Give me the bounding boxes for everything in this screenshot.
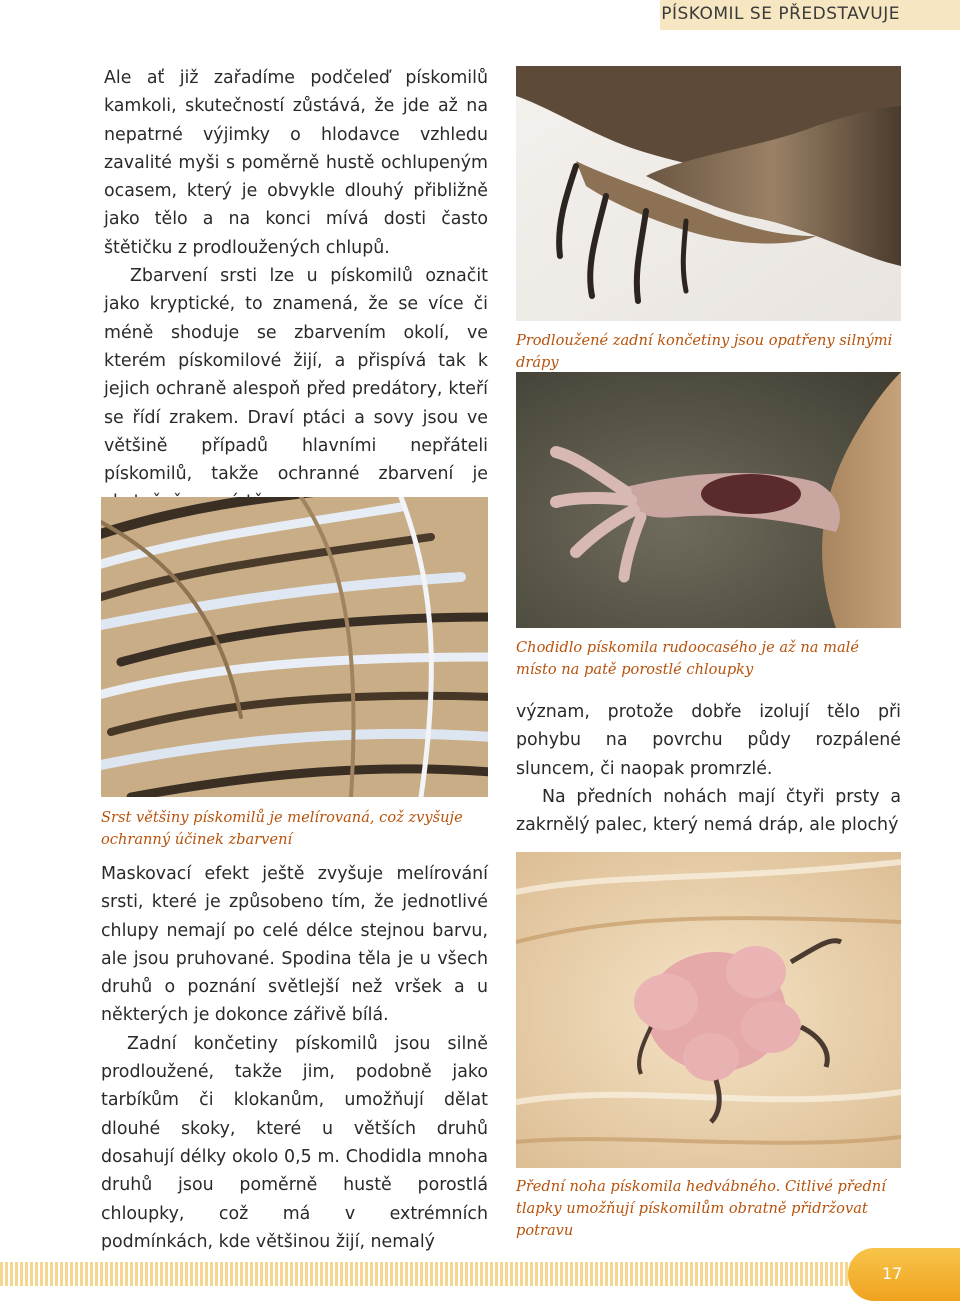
paragraph: Zadní končetiny pískomilů jsou silně prodloužené, takže jim, podobně jako tarbíkům či klokanům, umožňují dělat dlouhé skoky, které u větších druhů dosahují délky okolo 0,5 m. Chodidla mnoha druhů jsou poměrně hustě porostlá chloupky, což má v extrémních podmínkách, kde většinou žijí, nemalý [101,1033,488,1252]
text-column-left-top [104,64,488,517]
text-column-right [516,698,901,839]
running-header-title: PÍSKOMIL SE PŘEDSTAVUJE [661,4,900,24]
photo-foot-sole [516,372,901,628]
running-header [660,0,960,30]
caption-hind-leg: Prodloužené zadní končetiny jsou opatřeny silnými drápy [516,332,893,371]
photo-hind-leg-claws [516,66,901,321]
paragraph: Maskovací efekt ještě zvyšuje melírování srsti, které je způsobeno tím, že jednotlivé chlupy nemají po celé délce stejnou barvu, ale jsou pruhované. Spodina těla je u všech druhů o poznání světlejší než vršek a u některých je dokonce zářivě bílá. [101,864,488,1026]
paragraph: Ale ať již zařadíme podčeleď pískomilů kamkoli, skutečností zůstává, že jde až na nepatrné výjimky o hlodavce vzhledu zavalité myši s poměrně hustě ochlupeným ocasem, který je obvykle dlouhý přibližně jako tělo a na konci mívá dosti často štětičku z prodloužených chlupů. [104,68,488,258]
page-number-tab [848,1248,960,1301]
page-number: 17 [882,1264,903,1283]
caption-front-paw: Přední noha pískomila hedvábného. Citlivé přední tlapky umožňují pískomilům obratně přidržovat potravu [516,1178,886,1239]
footer-decorative-bar [0,1262,960,1286]
photo-fur-closeup [101,497,488,797]
paragraph: význam, protože dobře izolují tělo při pohybu na povrchu půdy rozpálené sluncem, či naopak promrzlé. [516,702,901,779]
paragraph: Na předních nohách mají čtyři prsty a zakrnělý palec, který nemá dráp, ale plochý [516,786,901,836]
photo-front-paw [516,852,901,1168]
caption-fur: Srst většiny pískomilů je melírovaná, což zvyšuje ochranný účinek zbarvení [101,809,463,848]
text-column-left-bottom [101,860,488,1256]
paragraph: Zbarvení srsti lze u pískomilů označit jako kryptické, to znamená, že se více či méně shoduje se zbarvením okolí, ve kterém pískomilové žijí, a přispívá tak k jejich ochraně alespoň před predátory, kteří se řídí zrakem. Draví ptáci a sovy jsou ve většině případů hlavními nepřáteli pískomilů, takže ochranné zbarvení je [104,266,488,485]
caption-foot-sole: Chodidlo pískomila rudoocasého je až na malé místo na patě porostlé chloupky [516,639,859,678]
